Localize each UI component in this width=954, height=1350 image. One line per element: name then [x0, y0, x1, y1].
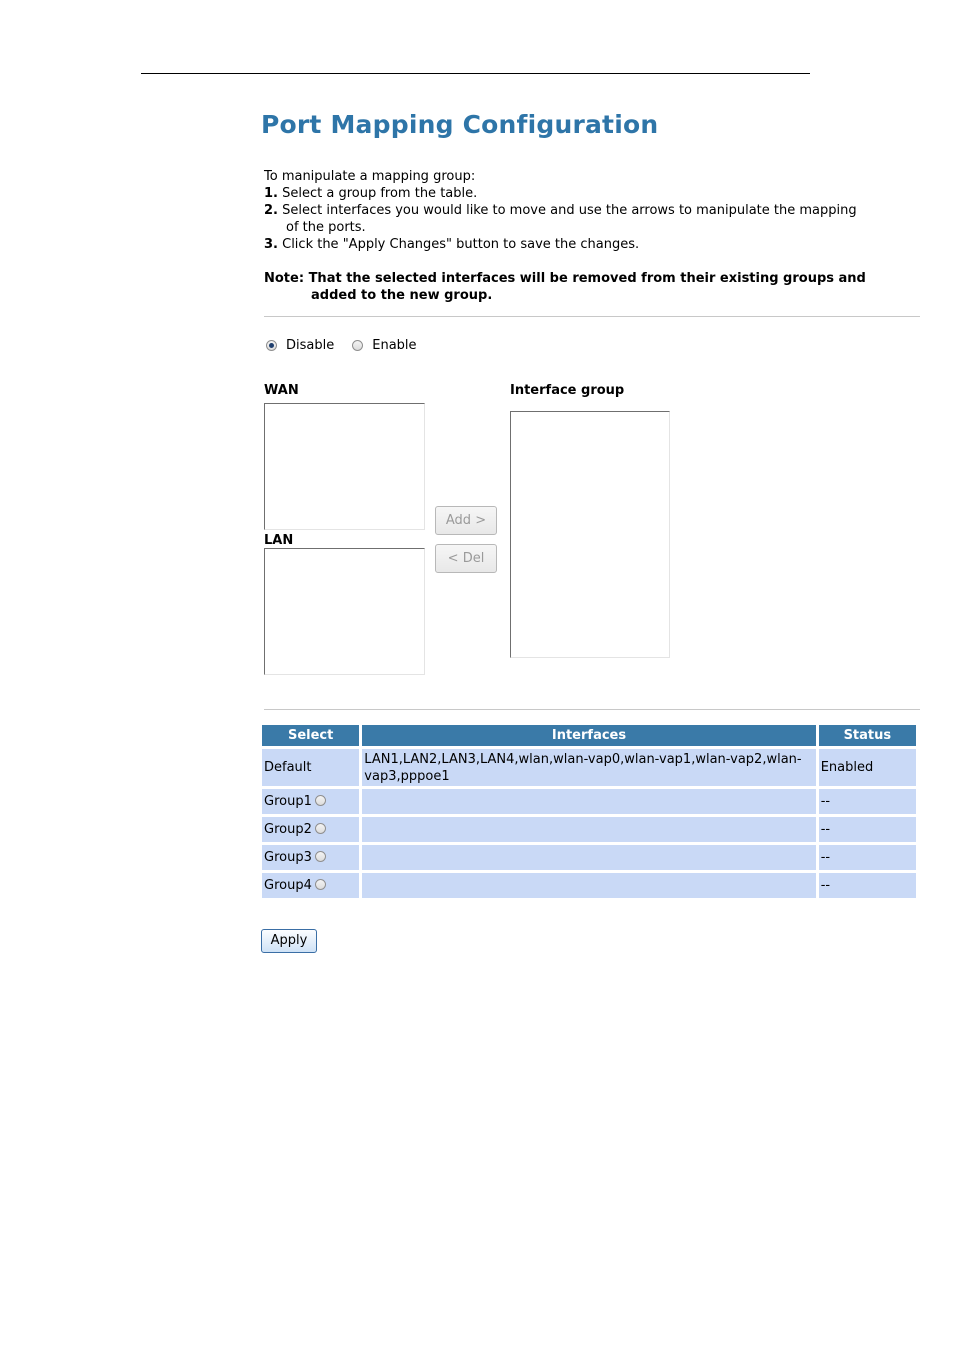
divider — [264, 709, 920, 710]
lan-listbox[interactable] — [264, 548, 425, 675]
group3-radio[interactable] — [315, 851, 326, 862]
page-top-rule — [141, 73, 810, 74]
header-status: Status — [819, 725, 916, 746]
instructions-intro: To manipulate a mapping group: — [264, 169, 476, 184]
disable-radio-label[interactable]: Disable — [286, 337, 335, 353]
note-line-2: added to the new group. — [311, 288, 493, 303]
step-number: 2. — [264, 203, 278, 218]
header-select: Select — [262, 725, 359, 746]
enable-radio[interactable] — [352, 340, 363, 351]
row-status: -- — [819, 845, 916, 870]
row-interfaces — [362, 789, 815, 814]
group2-radio[interactable] — [315, 823, 326, 834]
step-number: 1. — [264, 186, 278, 201]
row-status: -- — [819, 873, 916, 898]
row-select-label: Group2 — [264, 822, 312, 837]
enable-radio-label[interactable]: Enable — [372, 337, 417, 353]
row-status: -- — [819, 817, 916, 842]
row-select-label: Group3 — [264, 850, 312, 865]
interface-group-listbox[interactable] — [510, 411, 670, 658]
row-select-cell — [262, 817, 359, 842]
note-line-1: Note: That the selected interfaces will be removed from their existing groups and — [264, 271, 866, 286]
apply-button[interactable]: Apply — [261, 929, 317, 953]
instruction-step-2-continued: of the ports. — [286, 220, 366, 235]
interface-group-label: Interface group — [510, 383, 625, 398]
lan-label: LAN — [264, 533, 294, 548]
row-select-cell — [262, 873, 359, 898]
row-select-cell — [262, 789, 359, 814]
step-text: Click the "Apply Changes" button to save the changes. — [277, 237, 640, 252]
table-header-row — [262, 725, 916, 746]
add-button[interactable]: Add > — [435, 506, 497, 535]
row-select-label: Group1 — [264, 794, 312, 809]
table-row — [262, 845, 916, 870]
instruction-step-1 — [264, 185, 924, 202]
instructions — [264, 168, 924, 253]
row-interfaces — [362, 817, 815, 842]
wan-listbox[interactable] — [264, 403, 425, 530]
group-table — [259, 722, 919, 901]
table-row — [262, 873, 916, 898]
step-text: Select a group from the table. — [277, 186, 478, 201]
row-interfaces — [362, 873, 815, 898]
row-select-label: Default — [262, 749, 359, 786]
group1-radio[interactable] — [315, 795, 326, 806]
wan-label: WAN — [264, 383, 299, 398]
table-row — [262, 749, 916, 786]
row-status: Enabled — [819, 749, 916, 786]
note — [264, 270, 866, 304]
row-status: -- — [819, 789, 916, 814]
row-select-cell — [262, 845, 359, 870]
row-interfaces — [362, 845, 815, 870]
row-interfaces: LAN1,LAN2,LAN3,LAN4,wlan,wlan-vap0,wlan-vap1,wlan-vap2,wlan-vap3,pppoe1 — [362, 749, 815, 786]
divider — [264, 316, 920, 317]
del-button[interactable]: < Del — [435, 544, 497, 573]
page-title: Port Mapping Configuration — [261, 110, 659, 139]
table-row — [262, 817, 916, 842]
header-interfaces: Interfaces — [362, 725, 815, 746]
instruction-step-3 — [264, 236, 924, 253]
instruction-step-2 — [264, 202, 924, 219]
row-select-label: Group4 — [264, 878, 312, 893]
table-row — [262, 789, 916, 814]
step-text: Select interfaces you would like to move and use the arrows to manipulate the mapping — [277, 203, 857, 218]
step-number: 3. — [264, 237, 278, 252]
disable-radio[interactable] — [266, 340, 277, 351]
group4-radio[interactable] — [315, 879, 326, 890]
mode-radio-group — [266, 336, 435, 354]
